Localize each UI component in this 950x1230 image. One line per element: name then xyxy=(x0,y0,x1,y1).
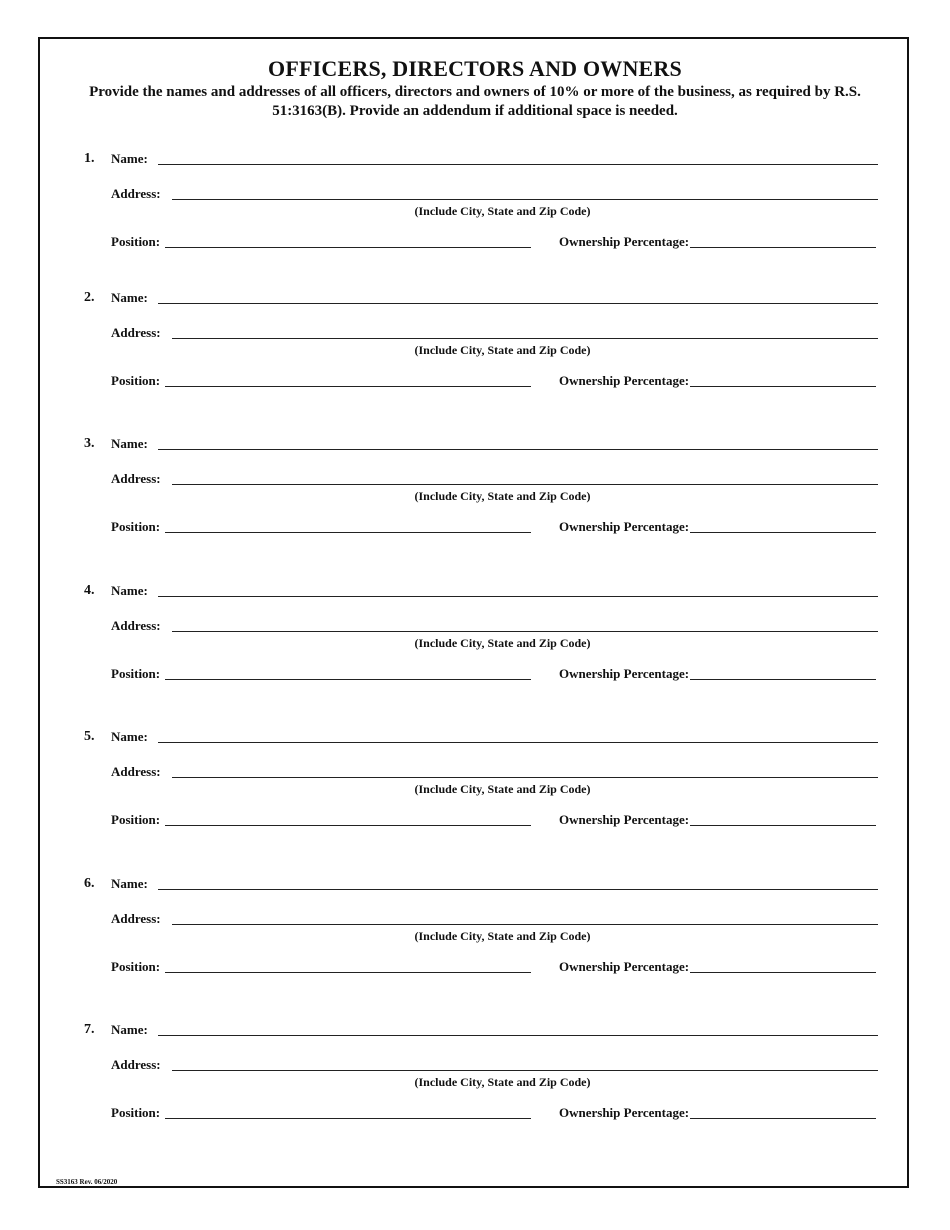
ownership-label: Ownership Percentage: xyxy=(559,234,690,249)
officer-entry xyxy=(0,876,950,986)
address-hint: (Include City, State and Zip Code) xyxy=(414,343,591,357)
position-label: Position: xyxy=(111,519,161,534)
address-label: Address: xyxy=(111,911,161,926)
name-label: Name: xyxy=(111,290,148,305)
address-hint: (Include City, State and Zip Code) xyxy=(414,1075,591,1089)
name-field[interactable] xyxy=(158,1035,878,1036)
entry-number: 5. xyxy=(84,729,95,744)
address-field[interactable] xyxy=(172,924,878,925)
address-label: Address: xyxy=(111,186,161,201)
ownership-percentage-field[interactable] xyxy=(690,972,876,973)
address-label: Address: xyxy=(111,325,161,340)
name-label: Name: xyxy=(111,729,148,744)
position-field[interactable] xyxy=(165,679,531,680)
ownership-percentage-field[interactable] xyxy=(690,679,876,680)
address-hint: (Include City, State and Zip Code) xyxy=(414,636,591,650)
name-field[interactable] xyxy=(158,742,878,743)
ownership-label: Ownership Percentage: xyxy=(559,812,690,827)
ownership-percentage-field[interactable] xyxy=(690,247,876,248)
name-field[interactable] xyxy=(158,303,878,304)
entry-number: 1. xyxy=(84,151,95,166)
form-title: OFFICERS, DIRECTORS AND OWNERS xyxy=(268,56,682,81)
name-label: Name: xyxy=(111,1022,148,1037)
position-label: Position: xyxy=(111,373,161,388)
name-label: Name: xyxy=(111,583,148,598)
address-field[interactable] xyxy=(172,1070,878,1071)
ownership-percentage-field[interactable] xyxy=(690,825,876,826)
officer-entry xyxy=(0,436,950,546)
position-field[interactable] xyxy=(165,247,531,248)
address-hint: (Include City, State and Zip Code) xyxy=(414,929,591,943)
address-label: Address: xyxy=(111,764,161,779)
name-field[interactable] xyxy=(158,889,878,890)
address-hint: (Include City, State and Zip Code) xyxy=(414,204,591,218)
position-label: Position: xyxy=(111,234,161,249)
address-label: Address: xyxy=(111,1057,161,1072)
name-field[interactable] xyxy=(158,596,878,597)
entry-number: 6. xyxy=(84,876,95,891)
name-field[interactable] xyxy=(158,164,878,165)
position-field[interactable] xyxy=(165,386,531,387)
position-label: Position: xyxy=(111,812,161,827)
address-field[interactable] xyxy=(172,631,878,632)
address-field[interactable] xyxy=(172,484,878,485)
position-field[interactable] xyxy=(165,972,531,973)
ownership-percentage-field[interactable] xyxy=(690,386,876,387)
name-label: Name: xyxy=(111,151,148,166)
officer-entry xyxy=(0,151,950,261)
entry-number: 3. xyxy=(84,436,95,451)
entry-number: 7. xyxy=(84,1022,95,1037)
ownership-label: Ownership Percentage: xyxy=(559,519,690,534)
name-field[interactable] xyxy=(158,449,878,450)
position-field[interactable] xyxy=(165,1118,531,1119)
name-label: Name: xyxy=(111,876,148,891)
address-label: Address: xyxy=(111,471,161,486)
address-label: Address: xyxy=(111,618,161,633)
entry-number: 4. xyxy=(84,583,95,598)
position-field[interactable] xyxy=(165,825,531,826)
position-label: Position: xyxy=(111,666,161,681)
ownership-percentage-field[interactable] xyxy=(690,532,876,533)
address-field[interactable] xyxy=(172,777,878,778)
ownership-label: Ownership Percentage: xyxy=(559,666,690,681)
name-label: Name: xyxy=(111,436,148,451)
address-hint: (Include City, State and Zip Code) xyxy=(414,489,591,503)
entry-number: 2. xyxy=(84,290,95,305)
officer-entry xyxy=(0,729,950,839)
ownership-label: Ownership Percentage: xyxy=(559,959,690,974)
officer-entry xyxy=(0,290,950,400)
position-field[interactable] xyxy=(165,532,531,533)
address-field[interactable] xyxy=(172,338,878,339)
ownership-percentage-field[interactable] xyxy=(690,1118,876,1119)
officer-entry xyxy=(0,1022,950,1132)
address-hint: (Include City, State and Zip Code) xyxy=(414,782,591,796)
officer-entry xyxy=(0,583,950,693)
form-revision: SS3163 Rev. 06/2020 xyxy=(56,1178,118,1186)
position-label: Position: xyxy=(111,1105,161,1120)
ownership-label: Ownership Percentage: xyxy=(559,373,690,388)
form-instructions: Provide the names and addresses of all officers, directors and owners of 10% or more of the business, as required by R.S. 51:3163(B). Provide an addendum if additional space is needed. xyxy=(89,84,861,119)
address-field[interactable] xyxy=(172,199,878,200)
position-label: Position: xyxy=(111,959,161,974)
ownership-label: Ownership Percentage: xyxy=(559,1105,690,1120)
